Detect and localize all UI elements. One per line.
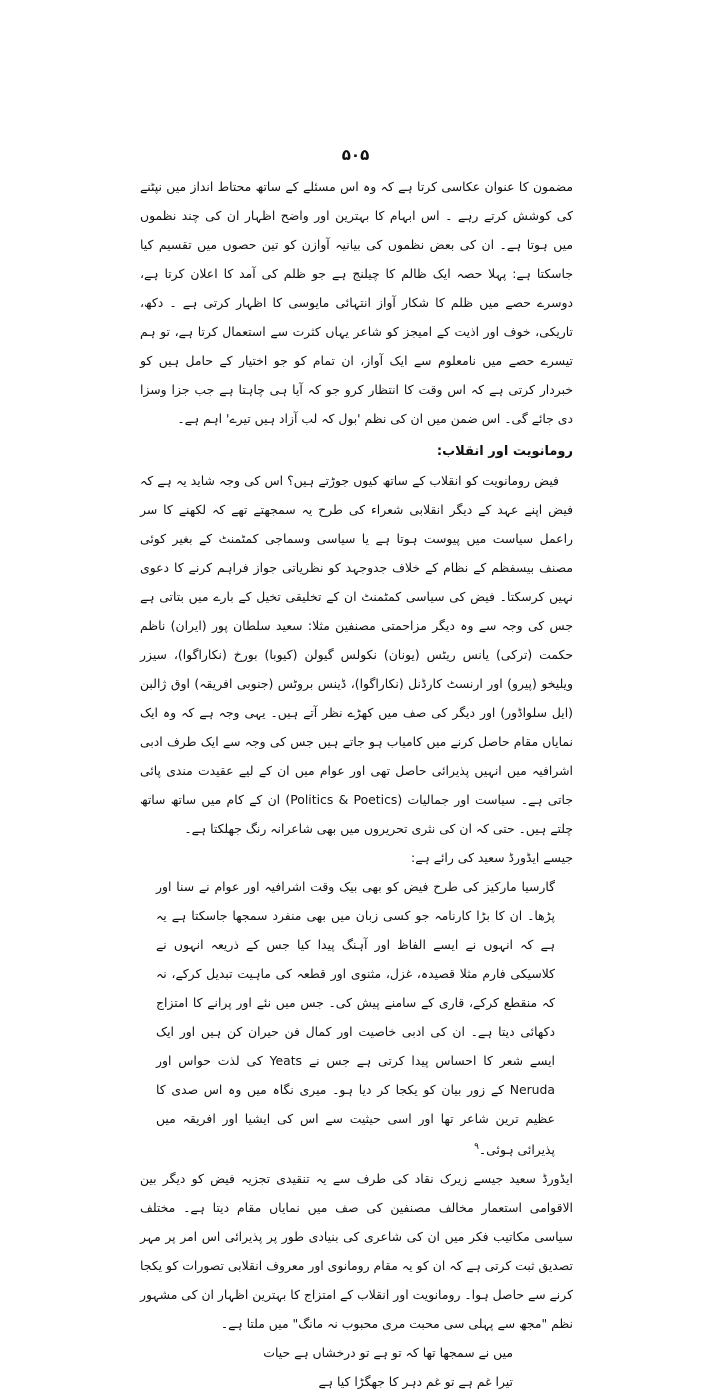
verse-line-1: میں نے سمجھا تھا کہ تو ہے تو درخشاں ہے حیات [263, 1345, 513, 1361]
quote-lead-in: جیسے ایڈورڈ سعید کی رائے ہے: [411, 850, 573, 865]
paragraph-3: ایڈورڈ سعید جیسے زیرک نقاد کی طرف سے یہ تنقیدی تجزیہ فیض کو دیگر بین الاقوامی استعمار مخالف مصنفین کی صف میں نمایاں مقام دیتا ہے۔ مختلف سیاسی مکاتیب فکر میں ان کی شاعری کی بنیادی طور پر پذیرائی اس امر پر مہر تصدیق ثبت کرتی ہے کہ ان کو یہ مقام رومانوی اور معروف انقلابی تصورات کو یکجا کرنے سے حاصل ہوا۔ رومانویت اور انقلاب کے امتزاج کا بہترین اظہار ان کی مشہور نظم "مجھ سے پہلی سی محبت مری محبوب نہ مانگ" میں ملتا ہے۔ [139, 1171, 573, 1332]
verse-line-2: تیرا غم ہے تو غم دہر کا جھگڑا کیا ہے [318, 1374, 513, 1390]
section-heading: رومانویت اور انقلاب: [436, 444, 573, 459]
body-text [140, 172, 573, 1396]
footnote-marker: ۹ [474, 1142, 479, 1152]
page-number: ۵۰۵ [341, 146, 370, 164]
paragraph-1: مضمون کا عنوان عکاسی کرتا ہے کہ وہ اس مسئلے کے ساتھ محتاط انداز میں نپٹنے کی کوشش کرتے رہے ۔ اس ابہام کا بہترین اور واضح اظہار ان کی چند نظموں میں ہوتا ہے۔ ان کی بعض نظموں کی بیانیہ آوازن کو تین حصوں میں تقسیم کیا جاسکتا ہے: پہلا حصہ ایک ظالم کا چیلنج ہے جو ظلم کی آمد کا اعلان کرتا ہے، دوسرے حصے میں ظلم کا شکار آواز انتہائی مایوسی کا اظہار کرتی ہے ۔ دکھ، تاریکی، خوف اور اذیت کے امیجز کو شاعر یہاں کثرت سے استعمال کرتا ہے، تو ہم تیسرے حصے میں نامعلوم سے ایک آواز، ان تمام کو جو اختیار کے حامل ہیں کو خبردار کرتی ہے کہ اس وقت کا انتظار کرو جو کہ آیا ہی چاہتا ہے جب جزا وسزا دی جائے گی۔ اس ضمن میں ان کی نظم 'بول کہ لب آزاد ہیں تیرے' اہم ہے۔ [140, 179, 573, 426]
quote-text: گارسیا مارکیز کی طرح فیض کو بھی بیک وقت اشرافیہ اور عوام نے سنا اور پڑھا۔ ان کا بڑا کارنامہ جو کسی زبان میں بھی منفرد سمجھا جاسکتا ہے یہ ہے کہ انہوں نے ایسے الفاظ اور آہنگ پیدا کیا جس کے ذریعہ انہوں نے کلاسیکی فارم مثلا قصیدہ، غزل، مثنوی اور قطعہ کی ماہیت تبدیل کرکے، نہ کہ منقطع کرکے، قاری کے سامنے پیش کی۔ جس میں نئے اور پرانے کا امتزاج دکھائی دیتا ہے۔ ان کی ادبی خاصیت اور کمال فن حیران کن ہیں اور ایک ایسے شعر کا احساس پیدا کرتی ہے جس نے Yeats کی لذت حواس اور Neruda کے زور بیان کو یکجا کر دیا ہو۔ میری نگاہ میں وہ اس صدی کا عظیم ترین شاعر تھا اور اسی حیثیت سے اس کی ایشیا اور افریقہ میں پذیرائی ہوئی۔ [156, 879, 555, 1158]
block-quote [140, 872, 573, 1164]
paragraph-2: فیض رومانویت کو انقلاب کے ساتھ کیوں جوڑتے ہیں؟ اس کی وجہ شاید یہ ہے کہ فیض اپنے عہد کے دیگر انقلابی شعراء کی طرح یہ سمجھتے تھے کہ لکھنے کا سر راعمل سیاست میں پیوست ہوتا ہے یا سیاسی وسماجی کمٹمنٹ کے بغیر کوئی مصنف بیسفظم کے نظام کے خلاف جدوجہد کو نظریاتی جواز فراہم کرنے کا دعوی نہیں کرسکتا۔ فیض کی سیاسی کمٹمنٹ ان کے تخلیقی تخیل کے بارے میں بتاتی ہے جس کی وجہ سے وہ دیگر مزاحمتی مصنفین مثلا: سعید سلطان پور (ایران) ناظم حکمت (ترکی) یانس ریٹس (یونان) نکولس گیولن (کیوبا) بورخ (نکاراگوا)، سیزر ویلیخو (پیرو) اور ارنسٹ کارڈنل (نکاراگوا)، ڈینس بروٹس (جنوبی افریقہ) اوق ژالبن (ایل سلواڈور) اور دیگر کی صف میں کھڑے نظر آتے ہیں۔ یہی وجہ ہے کہ وہ ایک نمایاں مقام حاصل کرنے میں کامیاب ہو جاتے ہیں جس کی وجہ سے ایک طرف ادبی اشرافیہ میں انہیں پذیرائی حاصل تھی اور عوام میں ان کے لیے عقیدت مندی پائی جاتی ہے۔ سیاست اور جمالیات (Politics & Poetics) ان کے کام میں ساتھ ساتھ چلتے ہیں۔ حتی کہ ان کی نثری تحریروں میں بھی شاعرانہ رنگ جھلکتا ہے۔ [140, 473, 573, 836]
